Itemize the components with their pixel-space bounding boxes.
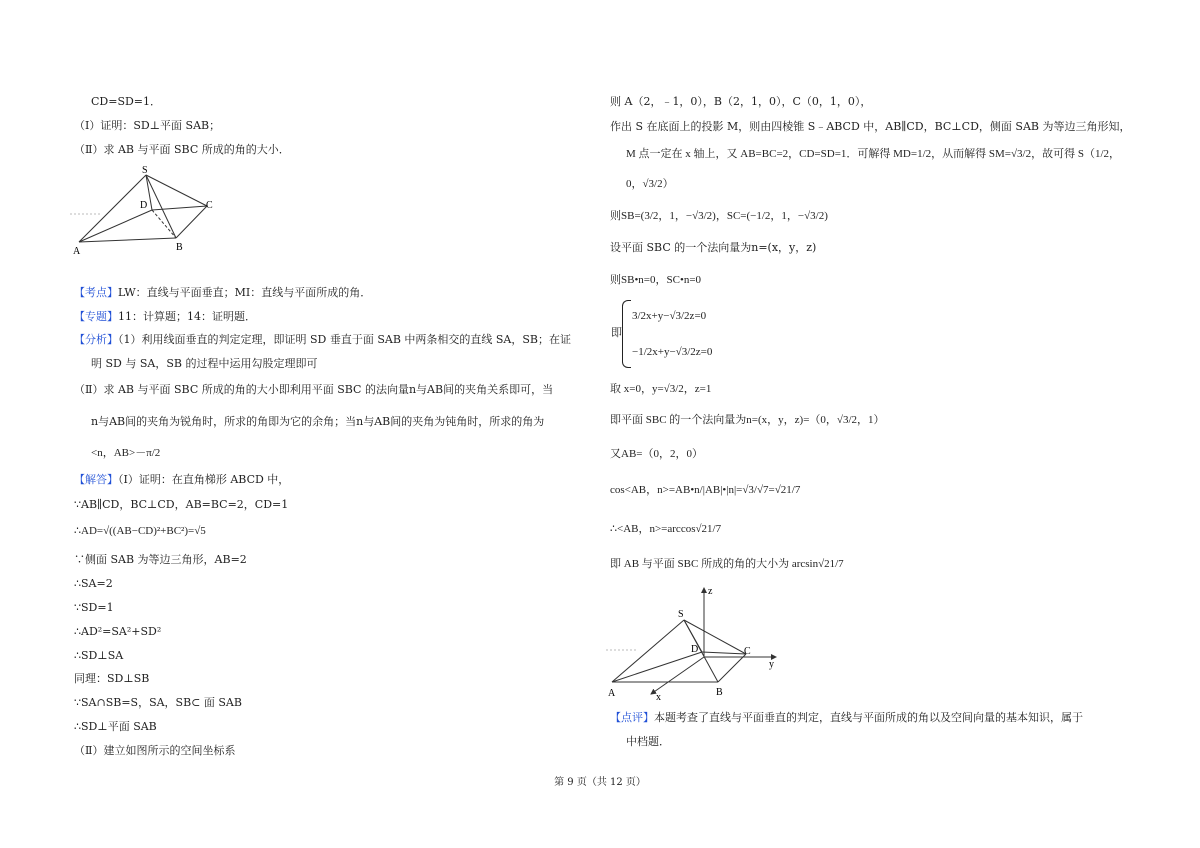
dianping-tag: 【点评】	[610, 711, 654, 724]
s-coordinate-line: 0，√3/2）	[626, 178, 674, 190]
kaodian-line	[74, 285, 371, 301]
zhuanti-line	[74, 309, 256, 325]
cosine-formula: cos<AB，n>=AB•n/|AB|•|n|=√3/√7=√21/7	[610, 484, 801, 496]
dianping-line	[610, 710, 1083, 726]
fenxi-text-1: （1）利用线面垂直的判定定理，即证明 SD 垂直于面 SAB 中两条相交的直线 SA，SB；在证	[118, 333, 571, 346]
solution-step-8: 同理：SD⊥SB	[74, 672, 150, 685]
equation-system-brace	[622, 300, 631, 368]
fenxi-text-5: <n，AB>－π/2	[91, 447, 161, 459]
equation-system-prefix: 即	[611, 326, 622, 339]
solution-step-10: ∴SD⊥平面 SAB	[74, 720, 157, 733]
solution-step-3: ∵侧面 SAB 为等边三角形，AB=2	[74, 553, 247, 566]
coordinates-line: 则 A（2，﹣1，0），B（2，1，0），C（0，1，0），	[610, 95, 872, 108]
dianping-text-2: 中档题．	[626, 735, 670, 748]
vertex-b-label: B	[716, 687, 723, 698]
vertex-b-label: B	[176, 242, 183, 253]
question-part-2: （Ⅱ）求 AB 与平面 SBC 所成的角的大小．	[74, 143, 290, 156]
choose-values-line: 取 x=0，y=√3/2，z=1	[610, 383, 712, 395]
question-part-1: （Ⅰ）证明：SD⊥平面 SAB；	[74, 119, 221, 132]
fenxi-tag: 【分析】	[74, 333, 118, 346]
vertex-a-label: A	[608, 688, 616, 699]
zhuanti-text: 11：计算题；14：证明题．	[118, 310, 256, 323]
solution-step-7: ∴SD⊥SA	[74, 649, 124, 662]
vertex-c-label: C	[744, 646, 751, 657]
fenxi-text-3: （Ⅱ）求 AB 与平面 SBC 所成的角的大小即利用平面 SBC 的法向量n与AB间的夹角关系即可，当	[74, 383, 554, 396]
axis-y-label: y	[769, 659, 774, 670]
solution-step-9: ∵SA∩SB=S，SA，SB⊂ 面 SAB	[74, 696, 242, 709]
problem-condition: CD=SD=1．	[91, 95, 162, 108]
solution-step-6: ∴AD²=SA²+SD²	[74, 625, 162, 638]
vector-ab: 又AB=（0，2，0）	[610, 448, 703, 460]
coordinate-figure	[606, 582, 786, 702]
zhuanti-tag: 【专题】	[74, 310, 118, 323]
normal-vector-result: 即平面 SBC 的一个法向量为n=(x，y，z)=（0，√3/2，1）	[610, 414, 885, 426]
equation-1: 3/2x+y−√3/2z=0	[632, 310, 707, 322]
md-sm-line: M 点一定在 x 轴上，又 AB=BC=2，CD=SD=1．可解得 MD=1/2，从而解得 SM=√3/2，故可得 S（1/2，	[626, 148, 1120, 160]
jieda-tag: 【解答】	[74, 473, 118, 486]
equation-2: −1/2x+y−√3/2z=0	[632, 346, 713, 358]
vectors-sb-sc: 则SB=(3/2，1，−√3/2)，SC=(−1/2，1，−√3/2)	[610, 210, 828, 222]
solution-step-4: ∴SA=2	[74, 577, 113, 590]
solution-step-11: （Ⅱ）建立如图所示的空间坐标系	[74, 744, 236, 757]
normal-vector-def: 设平面 SBC 的一个法向量为n=(x，y，z)	[610, 241, 817, 254]
angle-arccos: ∴<AB，n>=arccos√21/7	[610, 523, 722, 535]
vertex-d-label: D	[140, 200, 148, 211]
solution-step-2: ∴AD=√((AB−CD)²+BC²)=√5	[74, 525, 206, 537]
dianping-text-1: 本题考查了直线与平面垂直的判定，直线与平面所成的角以及空间向量的基本知识，属于	[654, 711, 1083, 724]
axis-x-label: x	[656, 692, 661, 702]
projection-line: 作出 S 在底面上的投影 M，则由四棱锥 S﹣ABCD 中，AB∥CD，BC⊥CD，侧面 SAB 为等边三角形知，	[610, 120, 1131, 133]
vertex-s-label: S	[142, 165, 148, 176]
fenxi-line	[74, 332, 571, 348]
solution-step-1: ∵AB∥CD，BC⊥CD，AB=BC=2，CD=1	[74, 498, 289, 511]
vertex-c-label: C	[206, 200, 213, 211]
fenxi-text-4: n与AB间的夹角为锐角时，所求的角即为它的余角；当n与AB间的夹角为钝角时，所求的角为	[91, 415, 545, 428]
fenxi-text-2: 明 SD 与 SA，SB 的过程中运用勾股定理即可	[91, 357, 318, 370]
vertex-d-label: D	[691, 644, 699, 655]
jieda-text: （Ⅰ）证明：在直角梯形 ABCD 中，	[118, 473, 290, 486]
kaodian-text: LW：直线与平面垂直；MI：直线与平面所成的角．	[118, 286, 372, 299]
kaodian-tag: 【考点】	[74, 286, 118, 299]
page-footer: 第 9 页（共 12 页）	[554, 777, 646, 788]
pyramid-figure	[70, 162, 230, 258]
vertex-s-label: S	[678, 609, 684, 620]
vertex-a-label: A	[73, 246, 81, 257]
jieda-line	[74, 472, 289, 488]
solution-step-5: ∵SD=1	[74, 601, 114, 614]
dot-product-conditions: 则SB•n=0，SC•n=0	[610, 274, 702, 286]
final-answer: 即 AB 与平面 SBC 所成的角的大小为 arcsin√21/7	[610, 558, 844, 570]
axis-z-label: z	[708, 586, 713, 597]
